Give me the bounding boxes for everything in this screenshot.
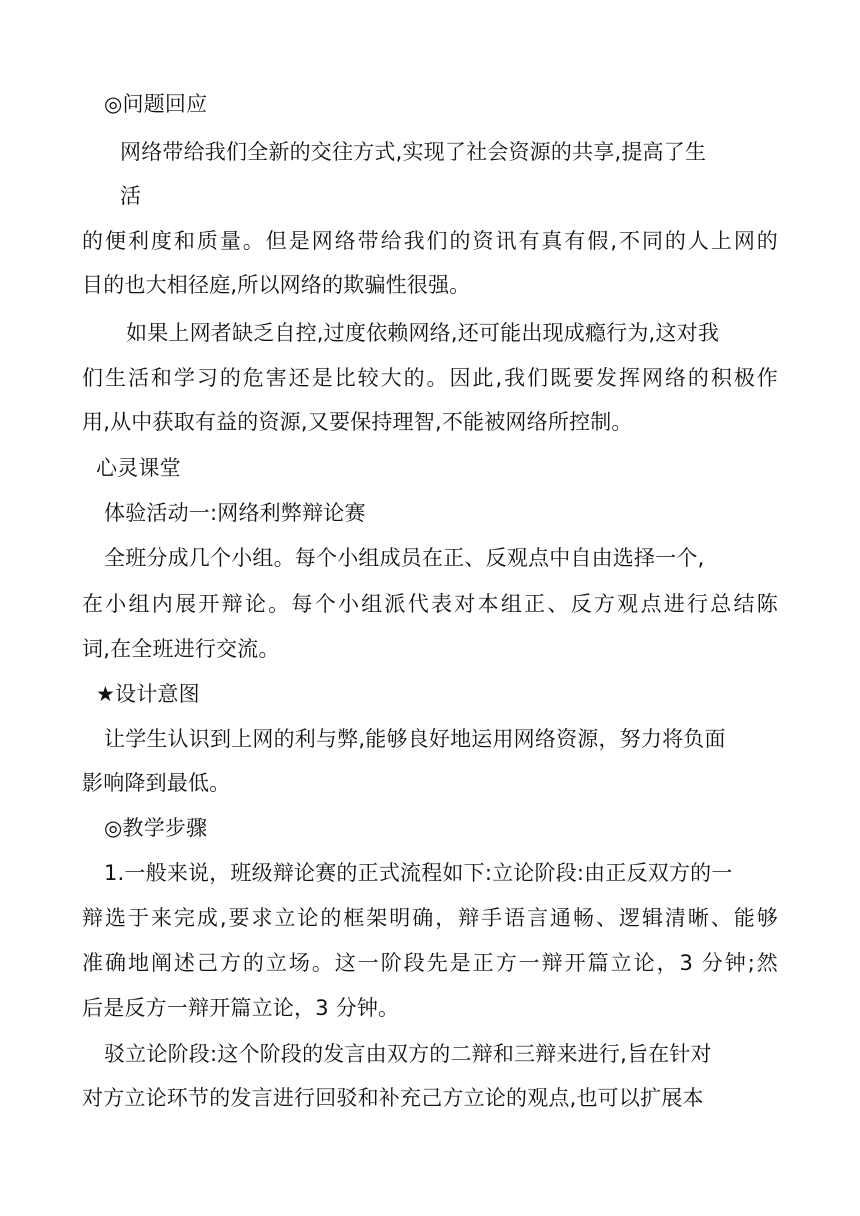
paragraph-line: 驳立论阶段:这个阶段的发言由双方的二辩和三辩来进行,旨在针对 bbox=[104, 1042, 712, 1066]
paragraph-line: 如果上网者缺乏自控,过度依赖网络,还可能出现成瘾行为,这对我 bbox=[126, 321, 720, 345]
paragraph-line: 对方立论环节的发言进行回驳和补充己方立论的观点,也可以扩展本 bbox=[82, 1086, 704, 1110]
section-heading-heart-class: 心灵课堂 bbox=[96, 456, 181, 480]
paragraph-line: 在小组内展开辩论。每个小组派代表对本组正、反方观点进行总结陈 bbox=[82, 592, 778, 616]
paragraph-line: 的便利度和质量。但是网络带给我们的资讯有真有假,不同的人上网的 bbox=[82, 229, 778, 253]
paragraph-line: 准确地阐述己方的立场。这一阶段先是正方一辩开篇立论，3 分钟;然 bbox=[82, 951, 778, 975]
paragraph-line: 全班分成几个小组。每个小组成员在正、反观点中自由选择一个, bbox=[104, 546, 705, 570]
paragraph-line: 辩选于来完成,要求立论的框架明确，辩手语言通畅、逻辑清晰、能够 bbox=[82, 906, 778, 930]
paragraph-line: 词,在全班进行交流。 bbox=[82, 637, 280, 661]
paragraph-line: 用,从中获取有益的资源,又要保持理智,不能被网络所控制。 bbox=[82, 410, 633, 434]
section-heading-teaching-steps: ◎教学步骤 bbox=[104, 816, 208, 840]
paragraph-line: 后是反方一辩开篇立论，3 分钟。 bbox=[82, 996, 400, 1020]
activity-title: 体验活动一:网络利弊辩论赛 bbox=[104, 501, 366, 525]
section-heading-question-response: ◎问题回应 bbox=[104, 92, 208, 116]
paragraph-line: 们生活和学习的危害还是比较大的。因此,我们既要发挥网络的积极作 bbox=[82, 366, 778, 390]
paragraph-line: 活 bbox=[120, 184, 142, 208]
section-heading-design-intent: ★设计意图 bbox=[96, 682, 200, 706]
paragraph-line: 网络带给我们全新的交往方式,实现了社会资源的共享,提高了生 bbox=[120, 140, 707, 164]
paragraph-line: 目的也大相径庭,所以网络的欺骗性很强。 bbox=[82, 273, 471, 297]
paragraph-line: 影响降到最低。 bbox=[82, 771, 231, 795]
paragraph-line: 1.一般来说，班级辩论赛的正式流程如下:立论阶段:由正反双方的一 bbox=[104, 861, 733, 885]
paragraph-line: 让学生认识到上网的利与弊,能够良好地运用网络资源，努力将负面 bbox=[104, 727, 726, 751]
